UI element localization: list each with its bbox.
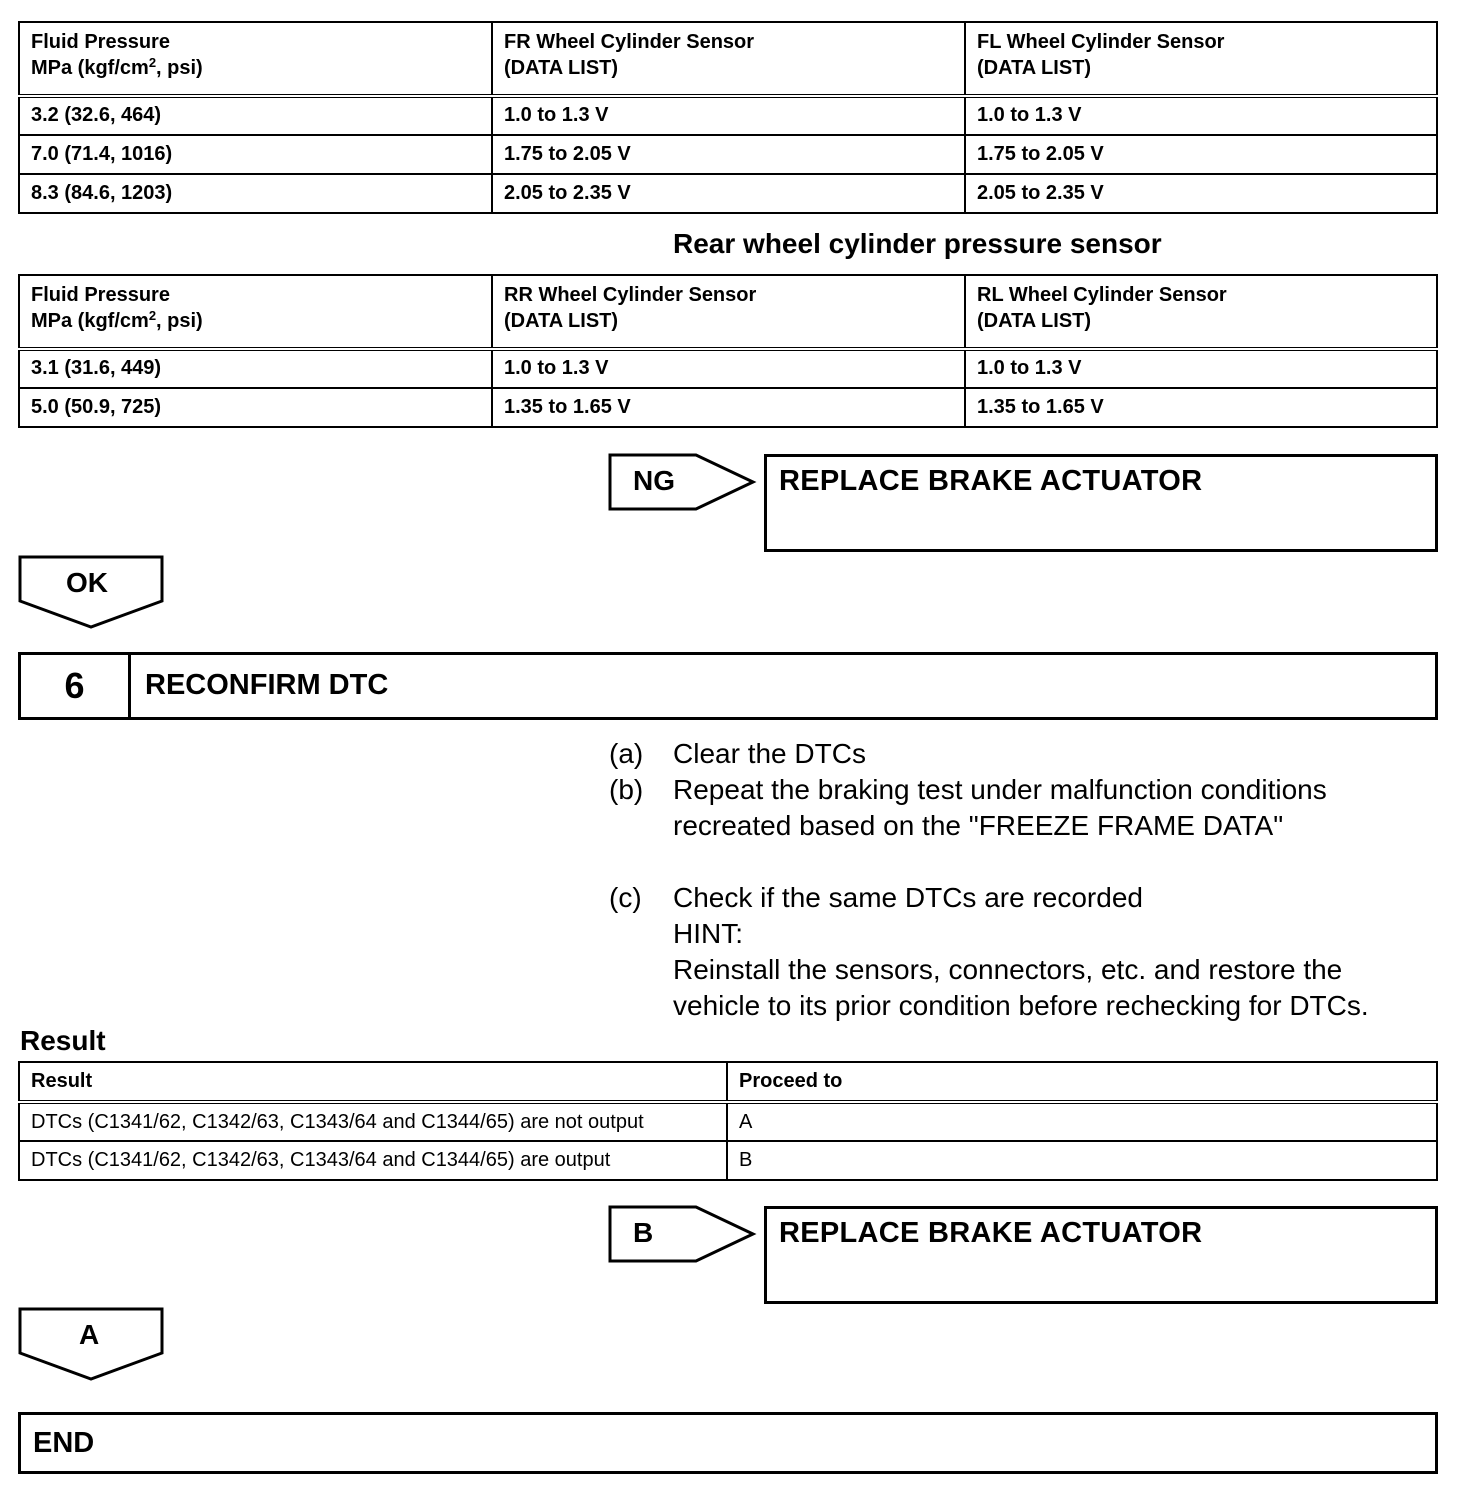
right-arrow-icon [608, 453, 758, 513]
table-row: 7.0 (71.4, 1016) 1.75 to 2.05 V 1.75 to 2.05 V [19, 135, 1437, 174]
result-heading: Result [20, 1025, 106, 1056]
ng-action-box [764, 454, 1438, 552]
table-header-row [19, 22, 1437, 96]
ng-label: NG [633, 465, 675, 496]
b-branch-arrow [608, 1205, 758, 1265]
table-row: 3.1 (31.6, 449) 1.0 to 1.3 V 1.0 to 1.3 V [19, 349, 1437, 388]
header-fluid-pressure: Fluid Pressure MPa ($kgf/cm^2$, psi) [19, 275, 492, 349]
header-rr-sensor: RR Wheel Cylinder Sensor (DATA LIST) [492, 275, 965, 349]
front-sensor-table [18, 21, 1438, 214]
end-label: END [33, 1427, 95, 1459]
right-arrow-icon [608, 1205, 758, 1265]
ng-branch-arrow [608, 453, 758, 513]
table-header-row [19, 275, 1437, 349]
b-label: B [633, 1217, 654, 1248]
rear-sensor-table [18, 274, 1438, 428]
ok-label: OK [66, 567, 108, 598]
table-row: DTCs (C1341/62, C1342/63, C1343/64 and C1344/65) are output B [19, 1141, 1437, 1180]
step-title: RECONFIRM DTC [145, 669, 389, 701]
table-row: DTCs (C1341/62, C1342/63, C1343/64 and C1344/65) are not output A [19, 1102, 1437, 1141]
a-branch-arrow [18, 1307, 164, 1383]
instruction-item-a: (a) Clear the DTCs [609, 738, 866, 769]
header-rl-sensor: RL Wheel Cylinder Sensor (DATA LIST) [965, 275, 1437, 349]
table-header-row: Result Proceed to [19, 1062, 1437, 1102]
step-6-bar [18, 652, 1438, 720]
instruction-item-b: (b) Repeat the braking test under malfunction conditions recreated based on the "FREEZE FRAME DATA" [609, 774, 1327, 841]
result-table [18, 1061, 1438, 1181]
b-action-text: REPLACE BRAKE ACTUATOR [779, 1217, 1203, 1249]
header-fr-sensor: FR Wheel Cylinder Sensor (DATA LIST) [492, 22, 965, 96]
table-row: 5.0 (50.9, 725) 1.35 to 1.65 V 1.35 to 1.65 V [19, 388, 1437, 427]
b-action-box [764, 1206, 1438, 1304]
end-bar [18, 1412, 1438, 1474]
ng-action-text: REPLACE BRAKE ACTUATOR [779, 465, 1203, 497]
a-label: A [79, 1319, 100, 1350]
ok-branch-arrow [18, 555, 164, 631]
step-6-instructions [609, 736, 1369, 1024]
header-fl-sensor: FL Wheel Cylinder Sensor (DATA LIST) [965, 22, 1437, 96]
table-row: 3.2 (32.6, 464) 1.0 to 1.3 V 1.0 to 1.3 V [19, 96, 1437, 135]
step-number: 6 [21, 655, 131, 717]
table-row: 8.3 (84.6, 1203) 2.05 to 2.35 V 2.05 to 2.35 V [19, 174, 1437, 213]
header-fluid-pressure: Fluid Pressure MPa ($kgf/cm^2$, psi) [19, 22, 492, 96]
instruction-item-c: (c) Check if the same DTCs are recorded HINT: Reinstall the sensors, connectors, etc. and restore the vehicle to its prior condition before rechecking for DTCs. [609, 882, 1369, 1021]
rear-sensor-heading: Rear wheel cylinder pressure sensor [673, 228, 1162, 259]
